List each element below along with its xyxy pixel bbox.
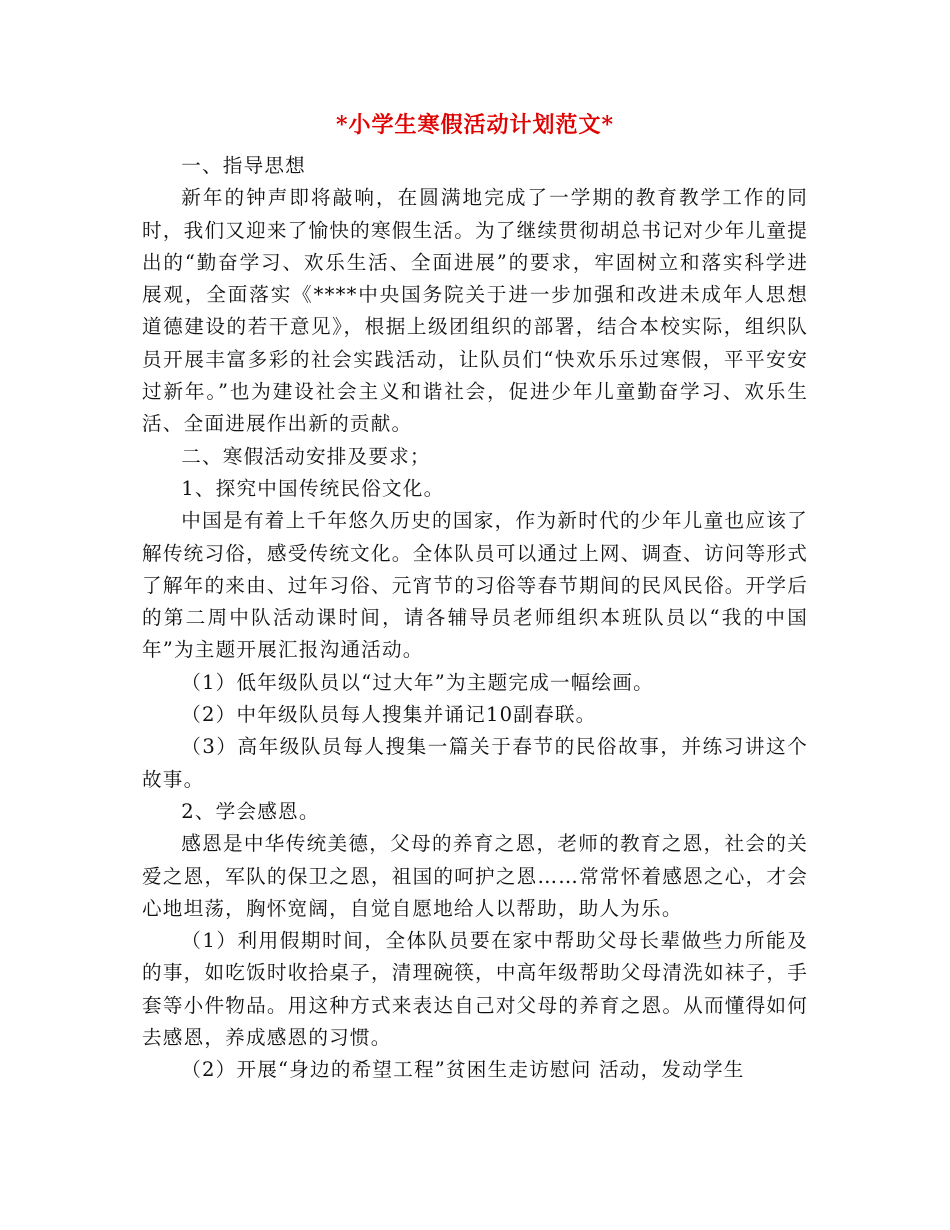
list-item-help-parents: （1）利用假期时间，全体队员要在家中帮助父母长辈做些力所能及的事，如吃饭时收拾桌子，清理碗筷，中高年级帮助父母清洗如袜子，手套等小件物品。用这种方式来表达自己对父母的养育之恩。从而懂得如何去感恩，养成感恩的习惯。 <box>142 929 808 1050</box>
heading-activity-arrangements: 二、寒假活动安排及要求； <box>181 444 431 468</box>
paragraph-folk-culture: 中国是有着上千年悠久历史的国家，作为新时代的少年儿童也应该了解传统习俗，感受传统文化。全体队员可以通过上网、调查、访问等形式了解年的来由、过年习俗、元宵节的习俗等春节期间的民风民俗。开学后的第二周中队活动课时间，请各辅导员老师组织本班队员以“我的中国年”为主题开展汇报沟通活动。 <box>142 509 808 662</box>
paragraph-gratitude: 感恩是中华传统美德，父母的养育之恩，老师的教育之恩，社会的关爱之恩，军队的保卫之恩，祖国的呵护之恩……常常怀着感恩之心，才会心地坦荡，胸怀宽阔，自觉自愿地给人以帮助，助人为乐。 <box>142 832 808 920</box>
paragraph-introduction: 新年的钟声即将敲响，在圆满地完成了一学期的教育教学工作的同时，我们又迎来了愉快的寒假生活。为了继续贯彻胡总书记对少年儿童提出的“勤奋学习、欢乐生活、全面进展”的要求，牢固树立和落实科学进展观，全面落实《****中央国务院关于进一步加强和改进未成年人思想道德建设的若干意见》，根据上级团组织的部署，结合本校实际，组织队员开展丰富多彩的社会实践活动，让队员们“快欢乐乐过寒假，平平安安过新年。”也为建设社会主义和谐社会，促进少年儿童勤奋学习、欢乐生活、全面进展作出新的贡献。 <box>142 186 808 436</box>
document-title: *小学生寒假活动计划范文* <box>335 112 614 138</box>
document-body <box>142 150 808 1087</box>
list-item-upper-grade: （3）高年级队员每人搜集一篇关于春节的民俗故事，并练习讲这个故事。 <box>142 735 808 791</box>
list-item-lower-grade: （1）低年级队员以“过大年”为主题完成一幅绘画。 <box>181 670 654 694</box>
heading-guiding-ideology: 一、指导思想 <box>181 154 306 177</box>
list-item-middle-grade: （2）中年级队员每人搜集并诵记10副春联。 <box>181 703 597 727</box>
subheading-folk-culture: 1、探究中国传统民俗文化。 <box>181 476 445 500</box>
list-item-hope-project: （2）开展“身边的希望工程”贫困生走访慰问 活动，发动学生 <box>181 1058 745 1082</box>
subheading-gratitude: 2、学会感恩。 <box>181 799 320 823</box>
